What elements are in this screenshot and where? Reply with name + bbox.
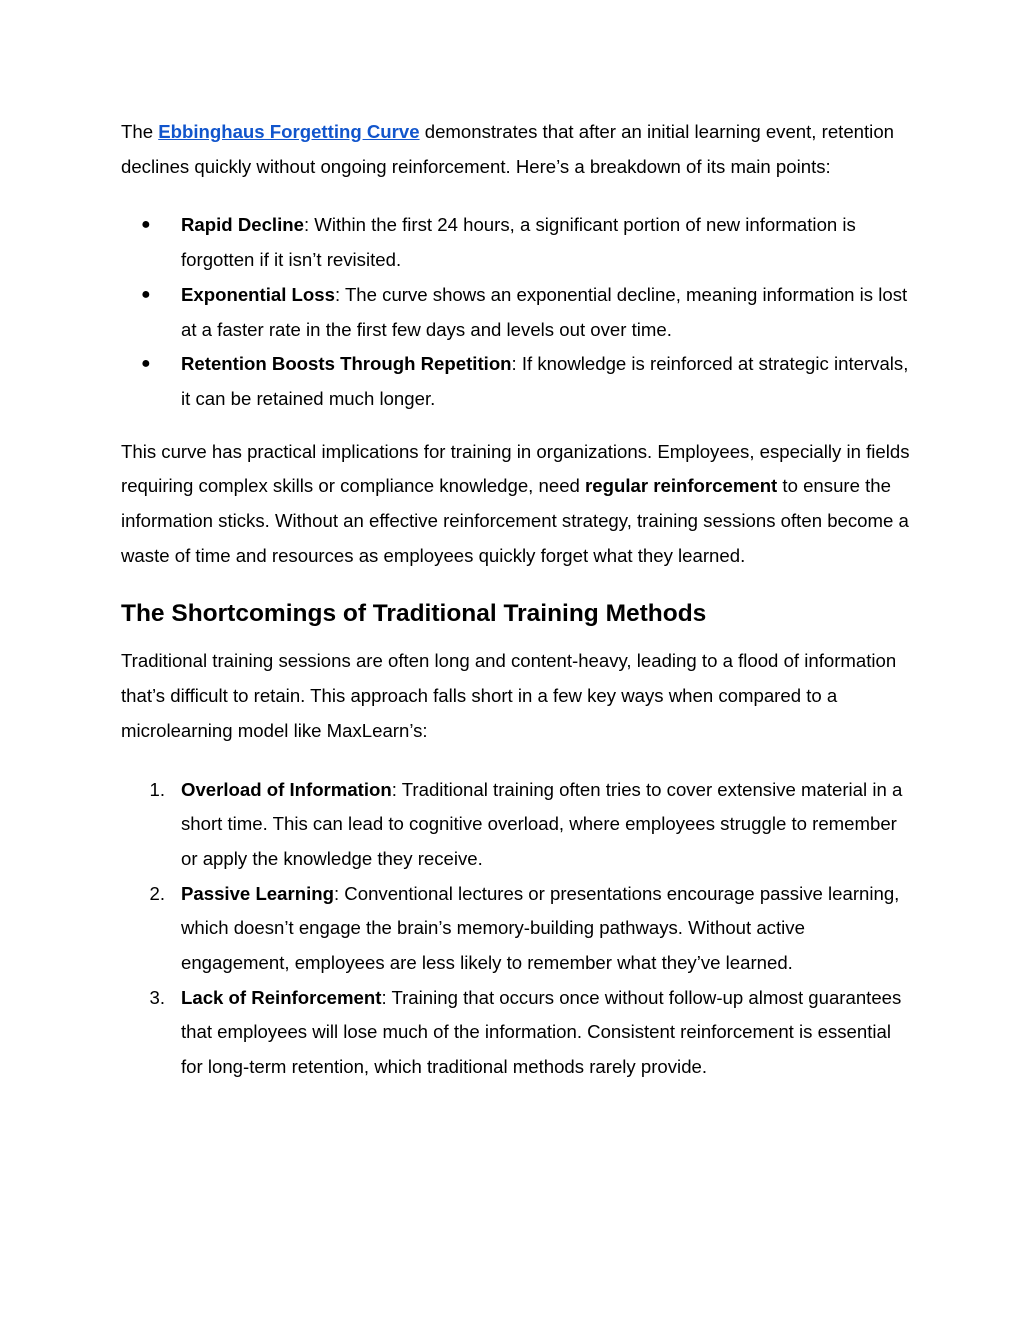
item-text: : Conventional lectures or presentations encourage passive learning, which doesn’t engage the brain’s memory-building pathways. Without active engagement, employees are less likely to remember what they’ve learned. bbox=[181, 882, 900, 974]
implications-paragraph bbox=[121, 435, 911, 574]
list-number: 3. bbox=[149, 986, 165, 1008]
list-item bbox=[121, 773, 911, 877]
implications-before: This curve has practical implications for training in organizations. Employees, especially in fields requiring complex skills or compliance knowledge, need bbox=[121, 440, 910, 497]
intro-suffix: demonstrates that after an initial learning event, retention declines quickly without ongoing reinforcement. Here’s a breakdown of its main points: bbox=[121, 121, 895, 177]
list-item bbox=[121, 347, 911, 416]
intro-paragraph bbox=[121, 115, 911, 184]
shortcomings-list bbox=[121, 773, 911, 1085]
key-points-list bbox=[121, 208, 911, 416]
bullet-icon: ● bbox=[141, 355, 151, 373]
item-text: : Traditional training often tries to cover extensive material in a short time. This can lead to cognitive overload, where employees struggle to remember or apply the knowledge they receive. bbox=[181, 778, 903, 869]
bullet-text: : Within the first 24 hours, a significant portion of new information is forgotten if it isn’t revisited. bbox=[181, 214, 856, 271]
implications-after: to ensure the information sticks. Without an effective reinforcement strategy, training sessions often become a waste of time and resources as employees quickly forget what they learned. bbox=[121, 475, 909, 566]
section-heading: The Shortcomings of Traditional Training Methods bbox=[121, 600, 707, 628]
traditional-intro-paragraph: Traditional training sessions are often long and content-heavy, leading to a flood of information that’s difficult to retain. This approach falls short in a few key ways when compared to a microlearning model like MaxLearn’s: bbox=[121, 650, 897, 741]
list-item bbox=[121, 208, 911, 277]
item-term: Lack of Reinforcement bbox=[181, 986, 382, 1008]
ebbinghaus-link[interactable]: Ebbinghaus Forgetting Curve bbox=[158, 121, 420, 142]
implications-bold: regular reinforcement bbox=[585, 475, 778, 497]
item-text: : Training that occurs once without follow-up almost guarantees that employees will lose much of the information. Consistent reinforcement is essential for long-term retention, which traditional methods rarely provide. bbox=[181, 986, 902, 1078]
bullet-term: Rapid Decline bbox=[181, 214, 304, 236]
item-term: Overload of Information bbox=[181, 778, 392, 800]
bullet-text: : The curve shows an exponential decline, meaning information is lost at a faster rate in the first few days and levels out over time. bbox=[181, 283, 908, 340]
bullet-term: Retention Boosts Through Repetition bbox=[181, 353, 512, 375]
bullet-icon: ● bbox=[141, 216, 151, 234]
bullet-term: Exponential Loss bbox=[181, 283, 335, 305]
document-page bbox=[121, 115, 911, 1085]
bullet-icon: ● bbox=[141, 285, 151, 303]
list-item bbox=[121, 877, 911, 981]
list-number: 2. bbox=[149, 882, 165, 904]
list-item bbox=[121, 981, 911, 1085]
list-number: 1. bbox=[149, 778, 165, 800]
bullet-text: : If knowledge is reinforced at strategic intervals, it can be retained much longer. bbox=[181, 353, 909, 409]
item-term: Passive Learning bbox=[181, 882, 334, 904]
list-item bbox=[121, 278, 911, 347]
intro-prefix: The bbox=[121, 121, 159, 142]
